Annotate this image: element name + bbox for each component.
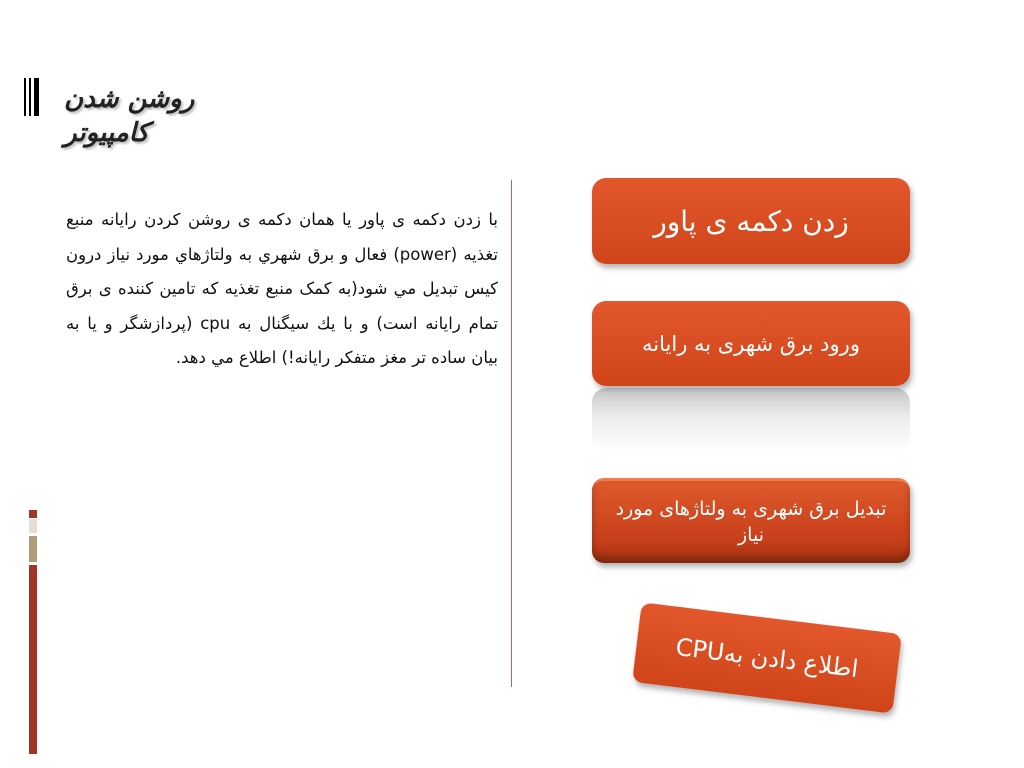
title-bars-decoration — [24, 78, 40, 116]
vertical-divider — [511, 180, 512, 687]
step-label: اطلاع دادن بهCPU — [674, 632, 860, 684]
slide-title: روشن شدن کامپیوتر — [64, 84, 195, 148]
step-voltage-conversion[interactable] — [592, 478, 910, 563]
step-press-power-button[interactable] — [592, 178, 910, 264]
step-notify-cpu[interactable] — [632, 602, 902, 713]
step-power-input[interactable] — [592, 301, 910, 386]
body-text: با زدن دکمه ی پاور یا همان دکمه ی روشن کردن رایانه منبع تغذیه (power) فعال و برق شهري به ولتاژهاي مورد نياز درون کیس تبدیل مي شود(به کمک منبع تغذیه که تامین کننده ی برق تمام رایانه است) و با يك سيگنال به cpu (پردازشگر و یا به بیان ساده تر مغز متفکر رایانه!) اطلاع مي دهد. — [66, 210, 498, 367]
step-label: ورود برق شهری به رایانه — [642, 331, 860, 356]
step-label: تبدیل برق شهری به ولتاژهای مورد نیاز — [615, 498, 887, 546]
step-label: زدن دکمه ی پاور — [653, 204, 849, 238]
step-reflection — [592, 388, 910, 452]
